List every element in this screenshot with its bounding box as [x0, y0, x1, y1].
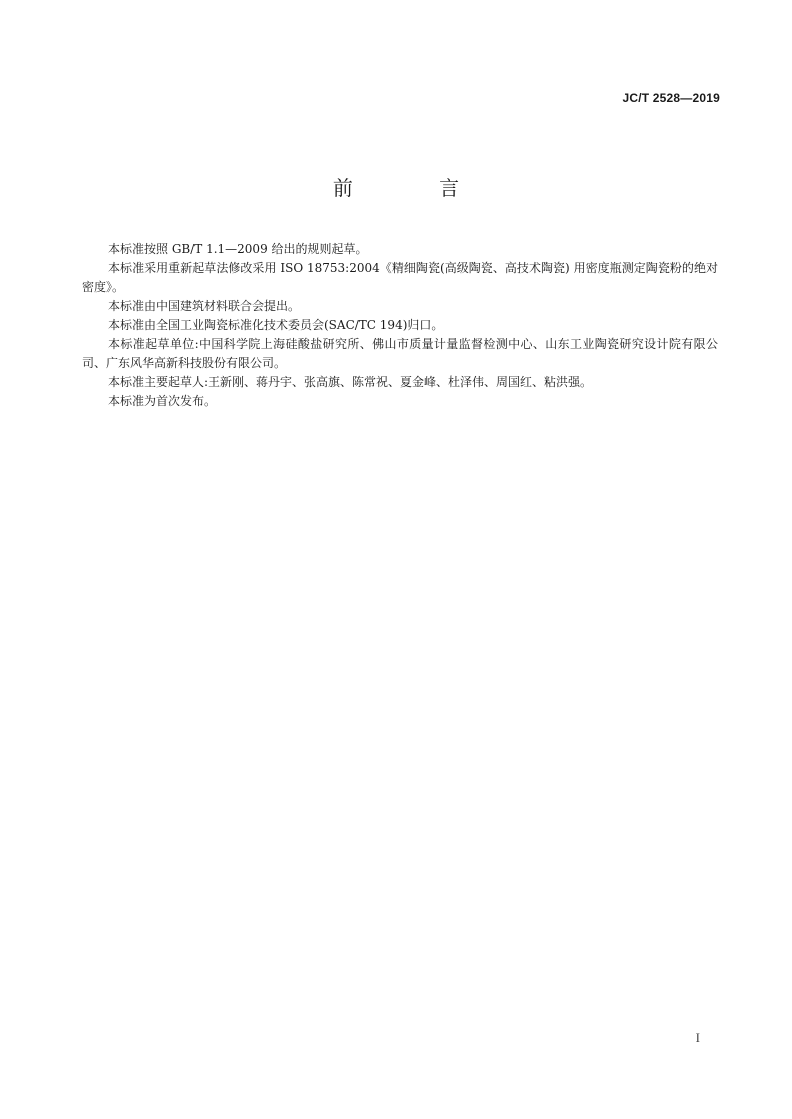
- paragraph-drafting-rules: 本标准按照 GB/T 1.1—2009 给出的规则起草。: [108, 242, 368, 256]
- paragraph-proposed-by: 本标准由中国建筑材料联合会提出。: [108, 299, 301, 313]
- paragraph-drafters: 本标准主要起草人:王新刚、蒋丹宇、张高旗、陈常祝、夏金峰、杜泽伟、周国红、粘洪强。: [108, 375, 593, 389]
- foreword-body: [82, 240, 718, 411]
- paragraph-administered-by: 本标准由全国工业陶瓷标准化技术委员会(SAC/TC 194)归口。: [108, 318, 444, 332]
- paragraph-first-issue: 本标准为首次发布。: [108, 394, 217, 408]
- page-number: I: [695, 1030, 700, 1045]
- paragraph-adoption: 本标准采用重新起草法修改采用 ISO 18753:2004《精细陶瓷(高级陶瓷、高技术陶瓷) 用密度瓶测定陶瓷粉的绝对密度》。: [82, 261, 718, 294]
- document-code: JC/T 2528—2019: [622, 91, 720, 105]
- paragraph-drafting-units: 本标准起草单位:中国科学院上海硅酸盐研究所、佛山市质量计量监督检测中心、山东工业陶瓷研究设计院有限公司、广东风华高新科技股份有限公司。: [82, 337, 718, 370]
- page-title: 前 言: [332, 176, 500, 200]
